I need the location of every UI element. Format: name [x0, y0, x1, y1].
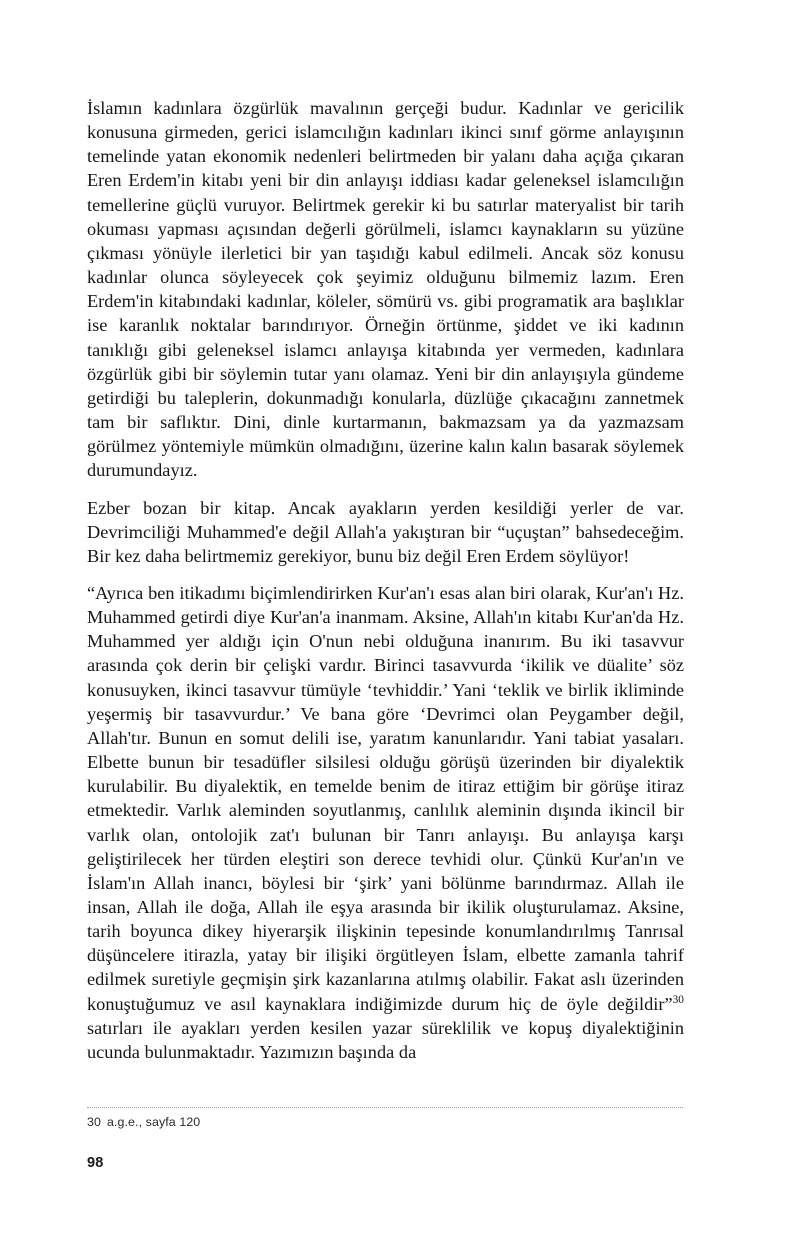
paragraph-1: İslamın kadınlara özgürlük mavalının gerçeği budur. Kadınlar ve gericilik konusuna girmeden, gerici islamcılığın kadınları ikinci sınıf görme anlayışının temelinde yatan ekonomik nedenleri belirtmeden bir yalanı daha açığa çıkaran Eren Erdem'in kitabı yeni bir din anlayışı iddiası kadar geleneksel islamcılığın temellerine güçlü vuruyor. Belirtmek gerekir ki bu satırlar materyalist bir tarih okuması yapması açısından değerli görülmeli, islamcı kaynakların su yüzüne çıkması yönüyle ilerletici bir yan taşıdığı kabul edilmeli. Ancak söz konusu kadınlar olunca söyleyecek çok şeyimiz olduğunu bilmemiz lazım. Eren Erdem'in kitabındaki kadınlar, köleler, sömürü vs. gibi programatik ara başlıklar ise karanlık noktalar barındırıyor. Örneğin örtünme, şiddet ve iki kadının tanıklığı gibi geleneksel islamcı anlayışa kitabında yer vermeden, kadınlara özgürlük gibi bir söylemin tutar yanı olamaz. Yeni bir din anlayışıyla gündeme getirdiği bu taleplerin, dokunmadığı konularla, düzlüğe çıkacağını zannetmek tam bir saflıktır. Dini, dinle kurtarmanın, bakmazsam ya da yazmazsam görülmez yöntemiyle mümkün olmadığını, üzerine kalın kalın basarak söylemek durumundayız. — [87, 98, 684, 481]
paragraph-3-quotation — [87, 581, 684, 1064]
footnote-text: a.g.e., sayfa 120 — [106, 1115, 201, 1129]
footnote-separator-rule — [87, 1107, 683, 1108]
footnote-reference-marker[interactable]: 30 — [672, 993, 684, 1006]
quotation-text-after-footnote-marker: satırları ile ayakları yerden kesilen yazar süreklilik ve kopuş diyalektiğinin ucunda bulunmaktadır. Yazımızın başında da — [87, 1017, 684, 1062]
paragraph-2: Ezber bozan bir kitap. Ancak ayakların yerden kesildiği yerler de var. Devrimciliği Muhammed'e değil Allah'a yakıştıran bir “uçuştan” bahsedeceğim. Bir kez daha belirtmemiz gerekiyor, bunu biz değil Eren Erdem söylüyor! — [87, 497, 684, 566]
body-text-block — [87, 96, 684, 1064]
quotation-text-before-footnote-marker: “Ayrıca ben itikadımı biçimlendirirken Kur'an'ı esas alan biri olarak, Kur'an'ı Hz. Muhammed getirdi diye Kur'an'a inanmam. Aksine, Allah'ın kitabı Kur'an'da Hz. Muhammed yer aldığı için O'nun nebi olduğuna inanırım. Bu iki tasavvur arasında çok derin bir çelişki vardır. Birinci tasavvurda ‘ikilik ve düalite’ söz konusuyken, ikinci tasavvur tümüyle ‘tevhiddir.’ Yani ‘teklik ve birlik ikliminde yeşermiş bir tasavvurdur.’ Ve bana göre ‘Devrimci olan Peygamber değil, Allah'tır. Bunun en somut delili ise, yaratım kanunlarıdır. Yani tabiat yasaları. Elbette bunun bir tesadüfler silsilesi olduğu görüşü üzerinden bir diyalektik kurulabilir. Bu diyalektik, en temelde benim de itiraz ettiğim bir görüşe itiraz etmektedir. Varlık aleminden soyutlanmış, canlılık aleminin dışında ikincil bir varlık olan, ontolojik zat'ı bulunan bir Tanrı anlayışı. Bu anlayışa karşı geliştirilecek her türden eleştiri son derece tevhidi olur. Çünkü Kur'an'ın ve İslam'ın Allah inancı, böylesi bir ‘şirk’ yani bölünme barındırmaz. Allah ile insan, Allah ile doğa, Allah ile eşya arasında bir ikilik oluşturulamaz. Aksine, tarih boyunca dikey hiyerarşik ilişkinin tepesinde konumlandırılmış Tanrısal düşüncelere itirazla, yatay bir ilişiki örgütleyen İslam, elbette zamanla tahrif edilmek suretiyle geçmişin şirk kazanlarına atılmış olabilir. Fakat aslı üzerinden konuştuğumuz ve asıl kaynaklara indiğimizde durum hiç de öyle değildir” — [87, 582, 684, 1014]
footnote-number: 30 — [87, 1115, 101, 1129]
footnote-entry — [87, 1114, 683, 1130]
page-number: 98 — [87, 1155, 104, 1171]
